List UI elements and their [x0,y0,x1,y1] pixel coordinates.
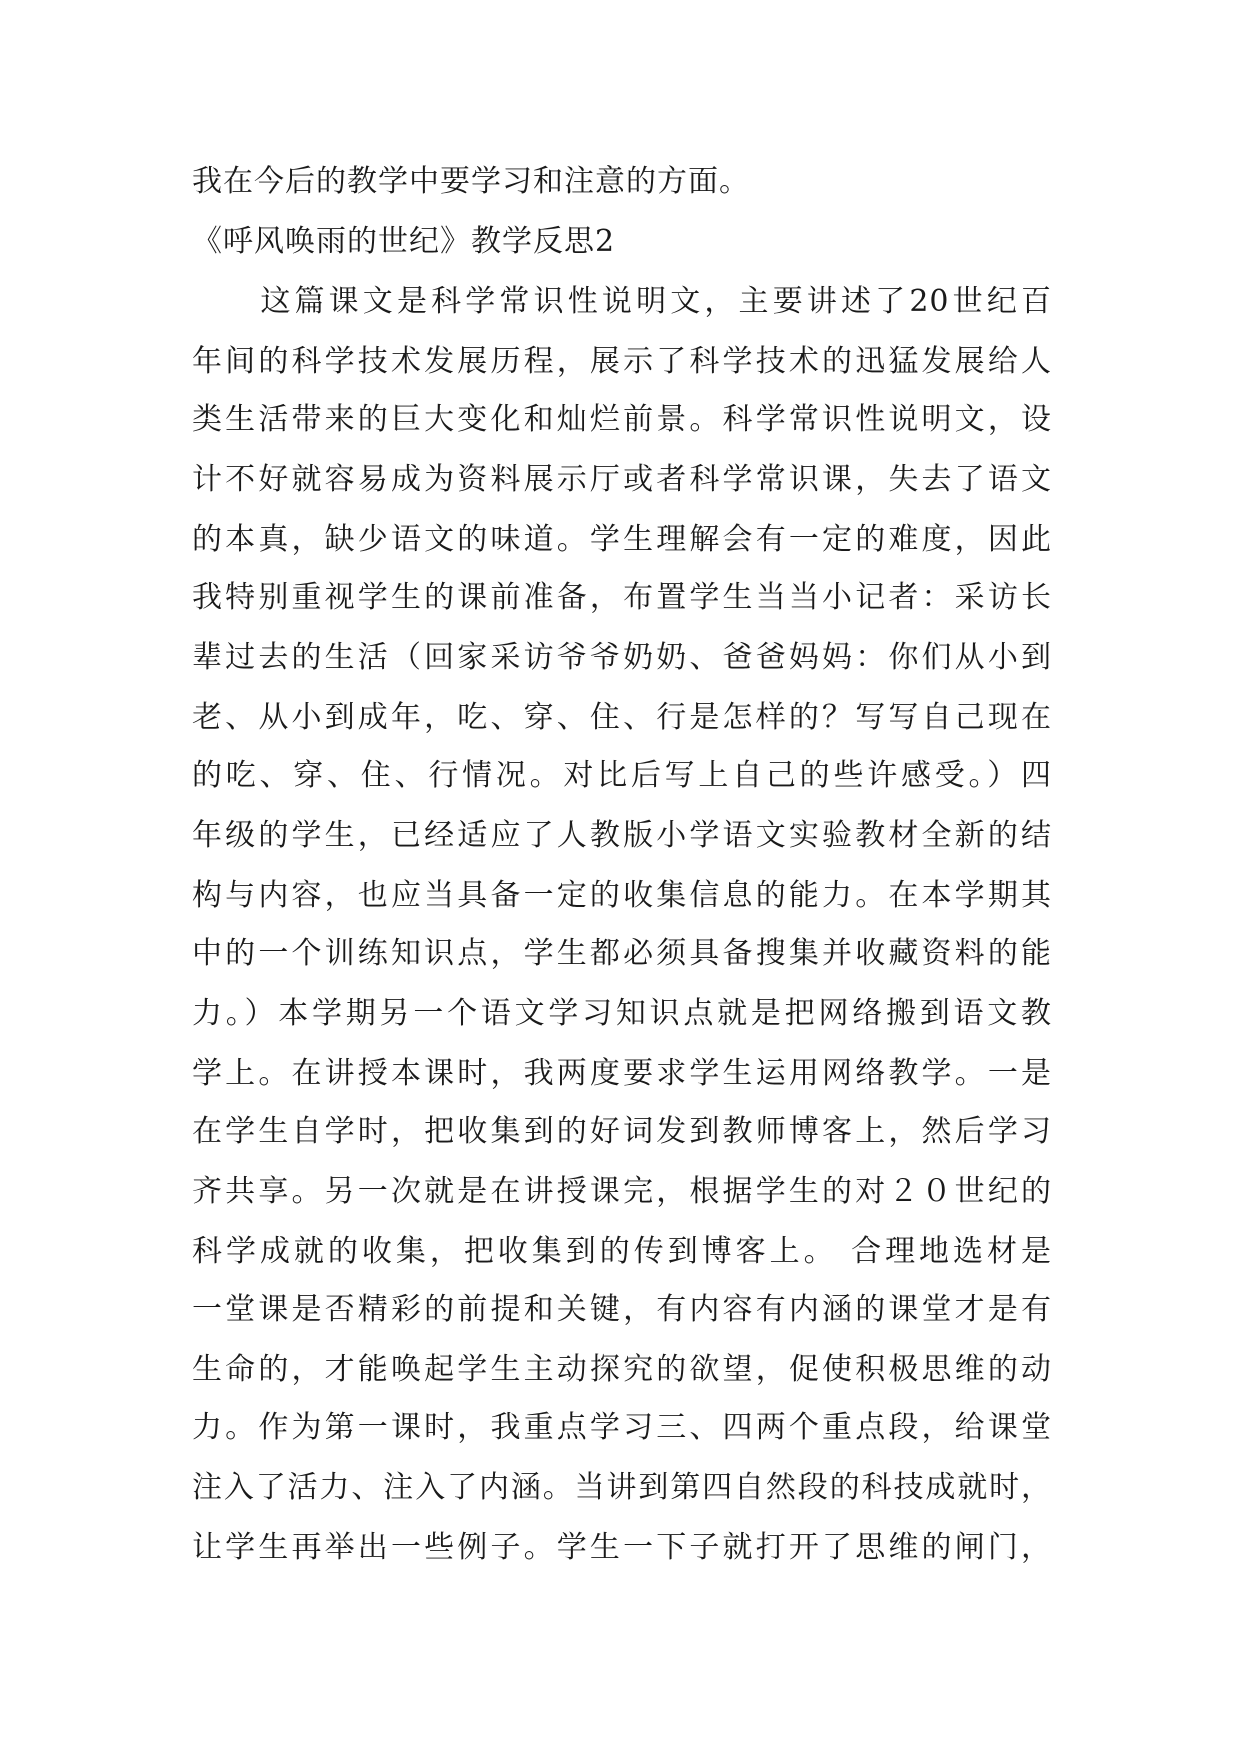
text-line: 在学生自学时，把收集到的好词发到教师博客上，然后学习 [192,1114,1052,1149]
text-line: 科学成就的收集，把收集到的传到博客上。 合理地选材是 [192,1234,1052,1269]
text-line: 齐共享。另一次就是在讲授课完，根据学生的对２０世纪的 [192,1174,1052,1209]
text-line: 构与内容，也应当具备一定的收集信息的能力。在本学期其 [192,878,1052,913]
text-line: 年级的学生，已经适应了人教版小学语文实验教材全新的结 [192,818,1052,853]
text-line: 力。）本学期另一个语文学习知识点就是把网络搬到语文教 [192,996,1052,1031]
text-line: 我在今后的教学中要学习和注意的方面。 [192,164,750,199]
text-line: 我特别重视学生的课前准备，布置学生当当小记者：采访长 [192,580,1052,615]
text-line: 让学生再举出一些例子。学生一下子就打开了思维的闸门， [192,1530,1052,1565]
text-line: 年间的科学技术发展历程，展示了科学技术的迅猛发展给人 [192,344,1052,379]
text-line: 注入了活力、注入了内涵。当讲到第四自然段的科技成就时， [192,1470,1052,1505]
text-line: 这篇课文是科学常识性说明文，主要讲述了20世纪百 [192,284,1052,319]
section-heading: 《呼风唤雨的世纪》教学反思2 [192,224,616,259]
text-line: 的本真，缺少语文的味道。学生理解会有一定的难度，因此 [192,522,1052,557]
text-line: 辈过去的生活（回家采访爷爷奶奶、爸爸妈妈：你们从小到 [192,640,1052,675]
text-line: 中的一个训练知识点，学生都必须具备搜集并收藏资料的能 [192,936,1052,971]
text-line: 生命的，才能唤起学生主动探究的欲望，促使积极思维的动 [192,1352,1052,1387]
text-line: 学上。在讲授本课时，我两度要求学生运用网络教学。一是 [192,1056,1052,1091]
text-line: 力。作为第一课时，我重点学习三、四两个重点段，给课堂 [192,1410,1052,1445]
text-line: 老、从小到成年，吃、穿、住、行是怎样的？写写自己现在 [192,700,1052,735]
text-line: 类生活带来的巨大变化和灿烂前景。科学常识性说明文，设 [192,402,1052,437]
text-line: 一堂课是否精彩的前提和关键，有内容有内涵的课堂才是有 [192,1292,1052,1327]
text-line: 计不好就容易成为资料展示厅或者科学常识课，失去了语文 [192,462,1052,497]
text-line: 的吃、穿、住、行情况。对比后写上自己的些许感受。）四 [192,758,1052,793]
